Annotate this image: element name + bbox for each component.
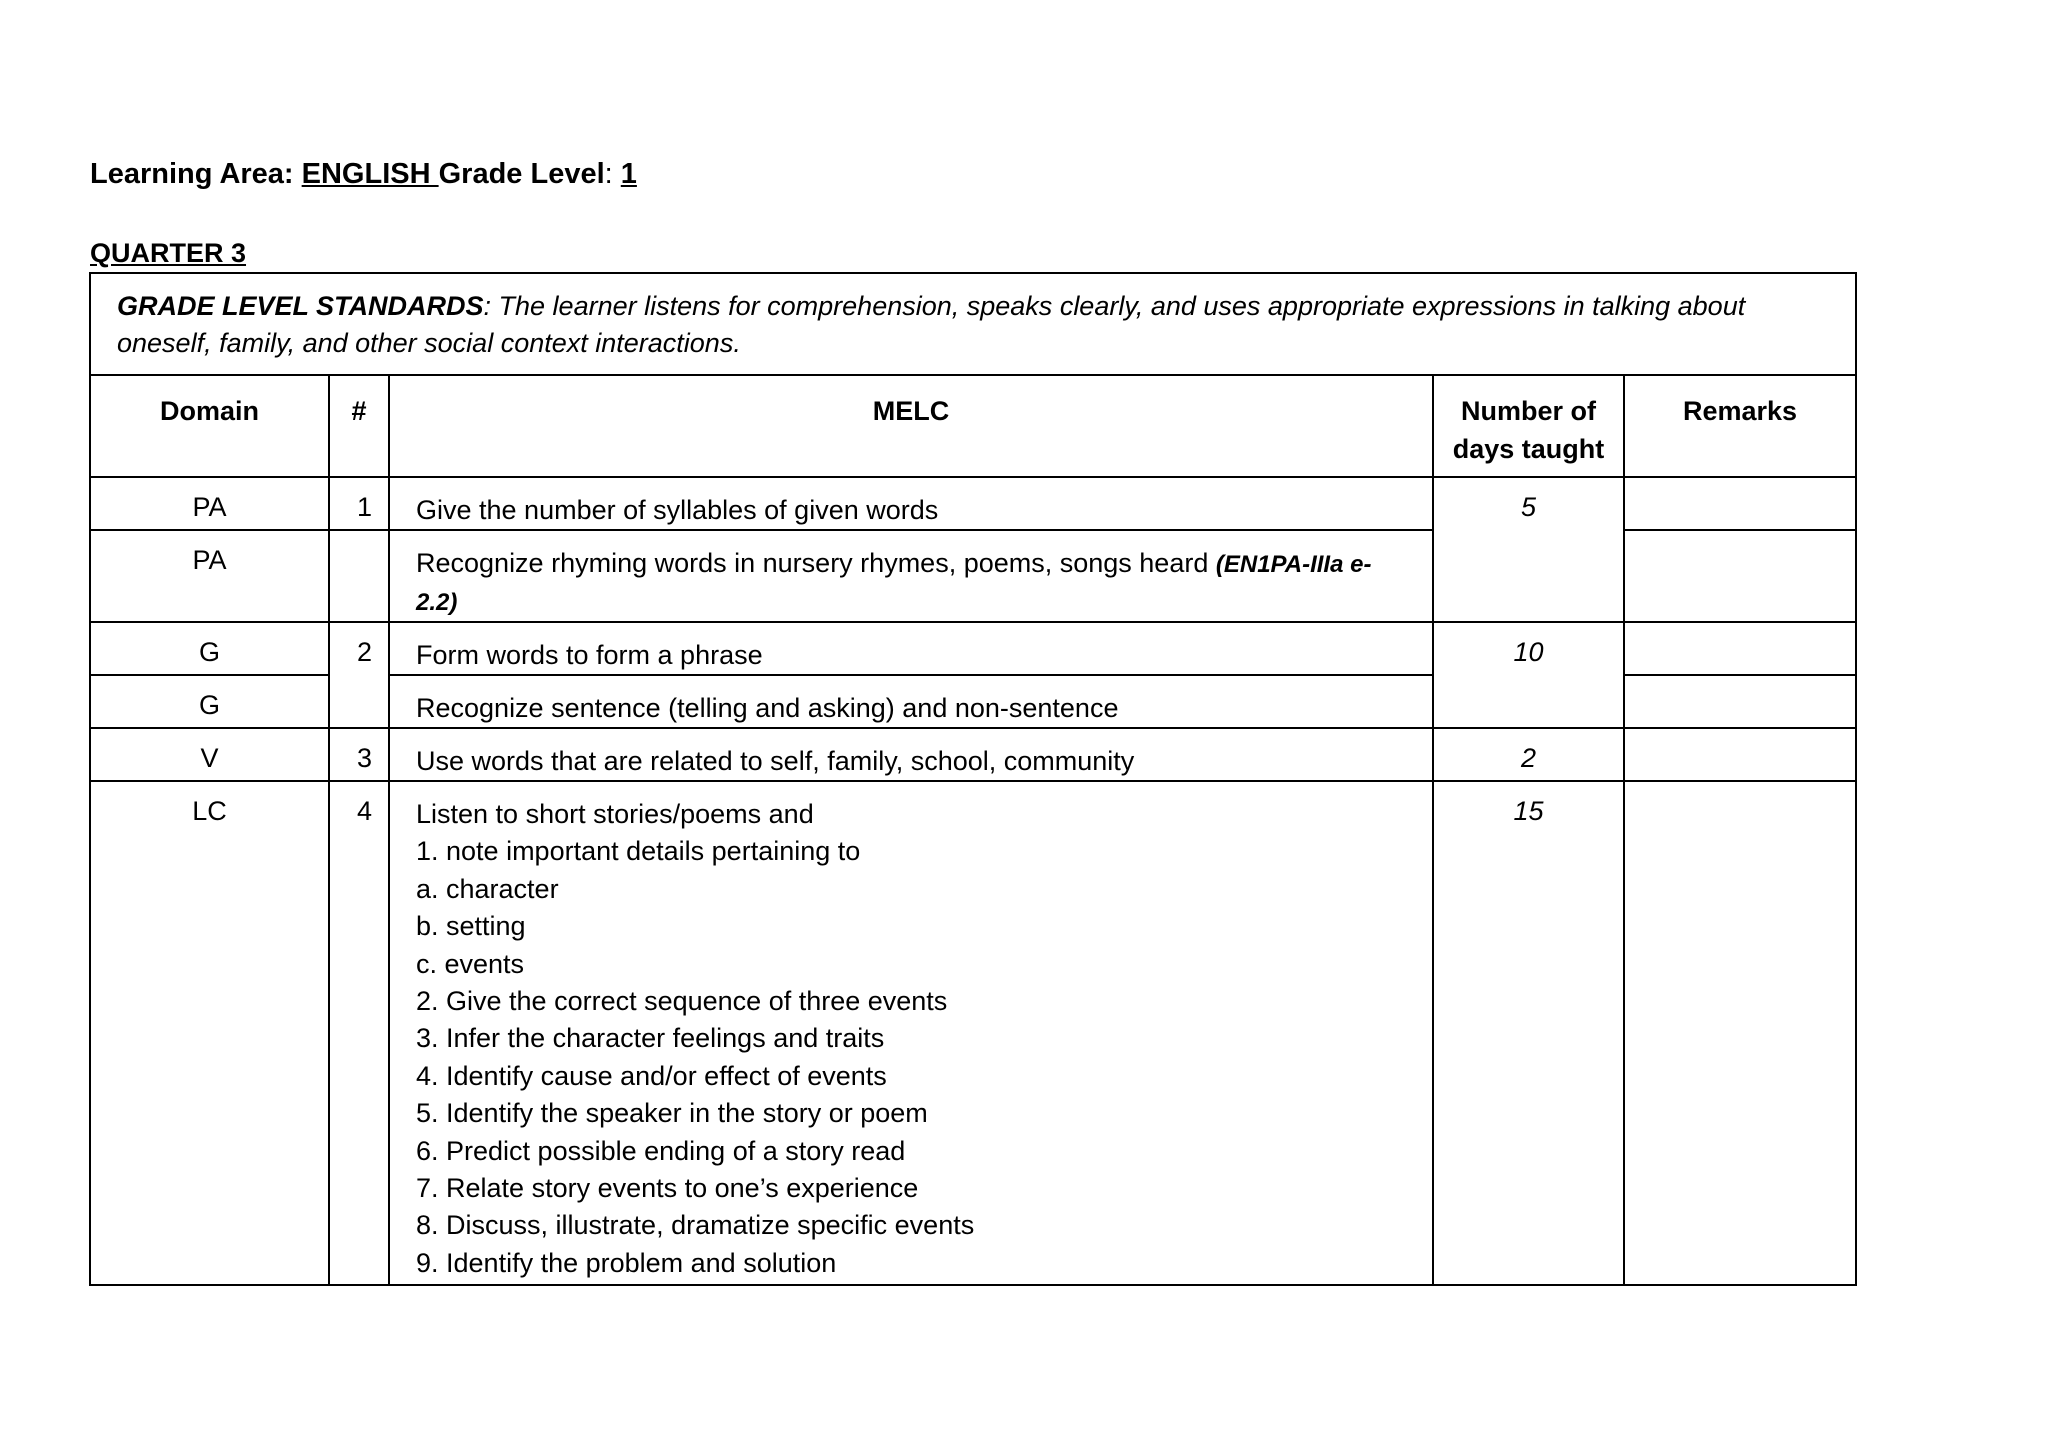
document-heading [90,158,637,191]
standards-label: GRADE LEVEL STANDARDS [117,291,484,321]
remarks-cell [1624,622,1856,675]
remarks-cell [1624,477,1856,530]
grade-level-label: Grade Level [438,158,605,190]
domain-cell: G [90,675,329,728]
number-cell [329,530,389,622]
number-cell: 3 [329,728,389,781]
table-row [90,728,1856,781]
col-header-domain: Domain [90,375,329,477]
remarks-cell [1624,728,1856,781]
domain-cell: PA [90,530,329,622]
number-cell: 4 [329,781,389,1285]
melc-line: a. character [416,873,559,904]
melc-code: (EN1PA-IIIa e-2.2) [416,551,1372,616]
melc-line: 5. Identify the speaker in the story or poem [416,1098,928,1129]
melc-cell: Form words to form a phrase [389,622,1433,675]
col-header-remarks: Remarks [1624,375,1856,477]
col-header-melc: MELC [389,375,1433,477]
days-cell: 5 [1433,477,1624,622]
domain-cell: V [90,728,329,781]
melc-line: 8. Discuss, illustrate, dramatize specific events [416,1210,975,1241]
col-header-days-taught: Number of days taught [1433,375,1624,477]
melc-line: 6. Predict possible ending of a story read [416,1135,906,1166]
domain-cell: PA [90,477,329,530]
table-row [90,622,1856,675]
remarks-cell [1624,675,1856,728]
melc-cell: Recognize sentence (telling and asking) and non-sentence [389,675,1433,728]
domain-cell: LC [90,781,329,1285]
melc-line: 2. Give the correct sequence of three events [416,986,948,1017]
melc-line: c. events [416,948,525,979]
melc-cell [389,530,1433,622]
melc-cell: Give the number of syllables of given words [389,477,1433,530]
standards-text: : The learner listens for comprehension, speaks clearly, and uses appropriate expressions in talking about oneself, family, and other social context interactions. [117,291,1746,358]
melc-line: 4. Identify cause and/or effect of events [416,1060,887,1091]
melc-line: 9. Identify the problem and solution [416,1247,837,1278]
melc-line: 1. note important details pertaining to [416,836,861,867]
grade-level-standards [90,273,1856,375]
number-cell: 1 [329,477,389,530]
melc-text: Recognize rhyming words in nursery rhymes, poems, songs heard [416,548,1216,578]
quarter-title: QUARTER 3 [90,238,247,268]
number-cell: 2 [329,622,389,728]
days-cell: 15 [1433,781,1624,1285]
remarks-cell [1624,530,1856,622]
melc-cell: Use words that are related to self, family, school, community [389,728,1433,781]
days-cell: 10 [1433,622,1624,728]
melc-cell [389,781,1433,1285]
learning-area-value: ENGLISH [301,158,439,190]
grade-level-colon: : [604,158,621,190]
table-row [90,477,1856,530]
domain-cell: G [90,622,329,675]
grade-level-value: 1 [620,158,637,190]
melc-line: 3. Infer the character feelings and traits [416,1023,885,1054]
melc-line: Listen to short stories/poems and [416,799,814,829]
melc-table [89,272,1857,1286]
remarks-cell [1624,781,1856,1285]
learning-area-label: Learning Area: [90,158,302,190]
table-header-row [90,375,1856,477]
melc-line: b. setting [416,911,526,942]
days-cell: 2 [1433,728,1624,781]
col-header-number: # [329,375,389,477]
melc-line: 7. Relate story events to one’s experience [416,1173,919,1204]
table-row [90,781,1856,1285]
